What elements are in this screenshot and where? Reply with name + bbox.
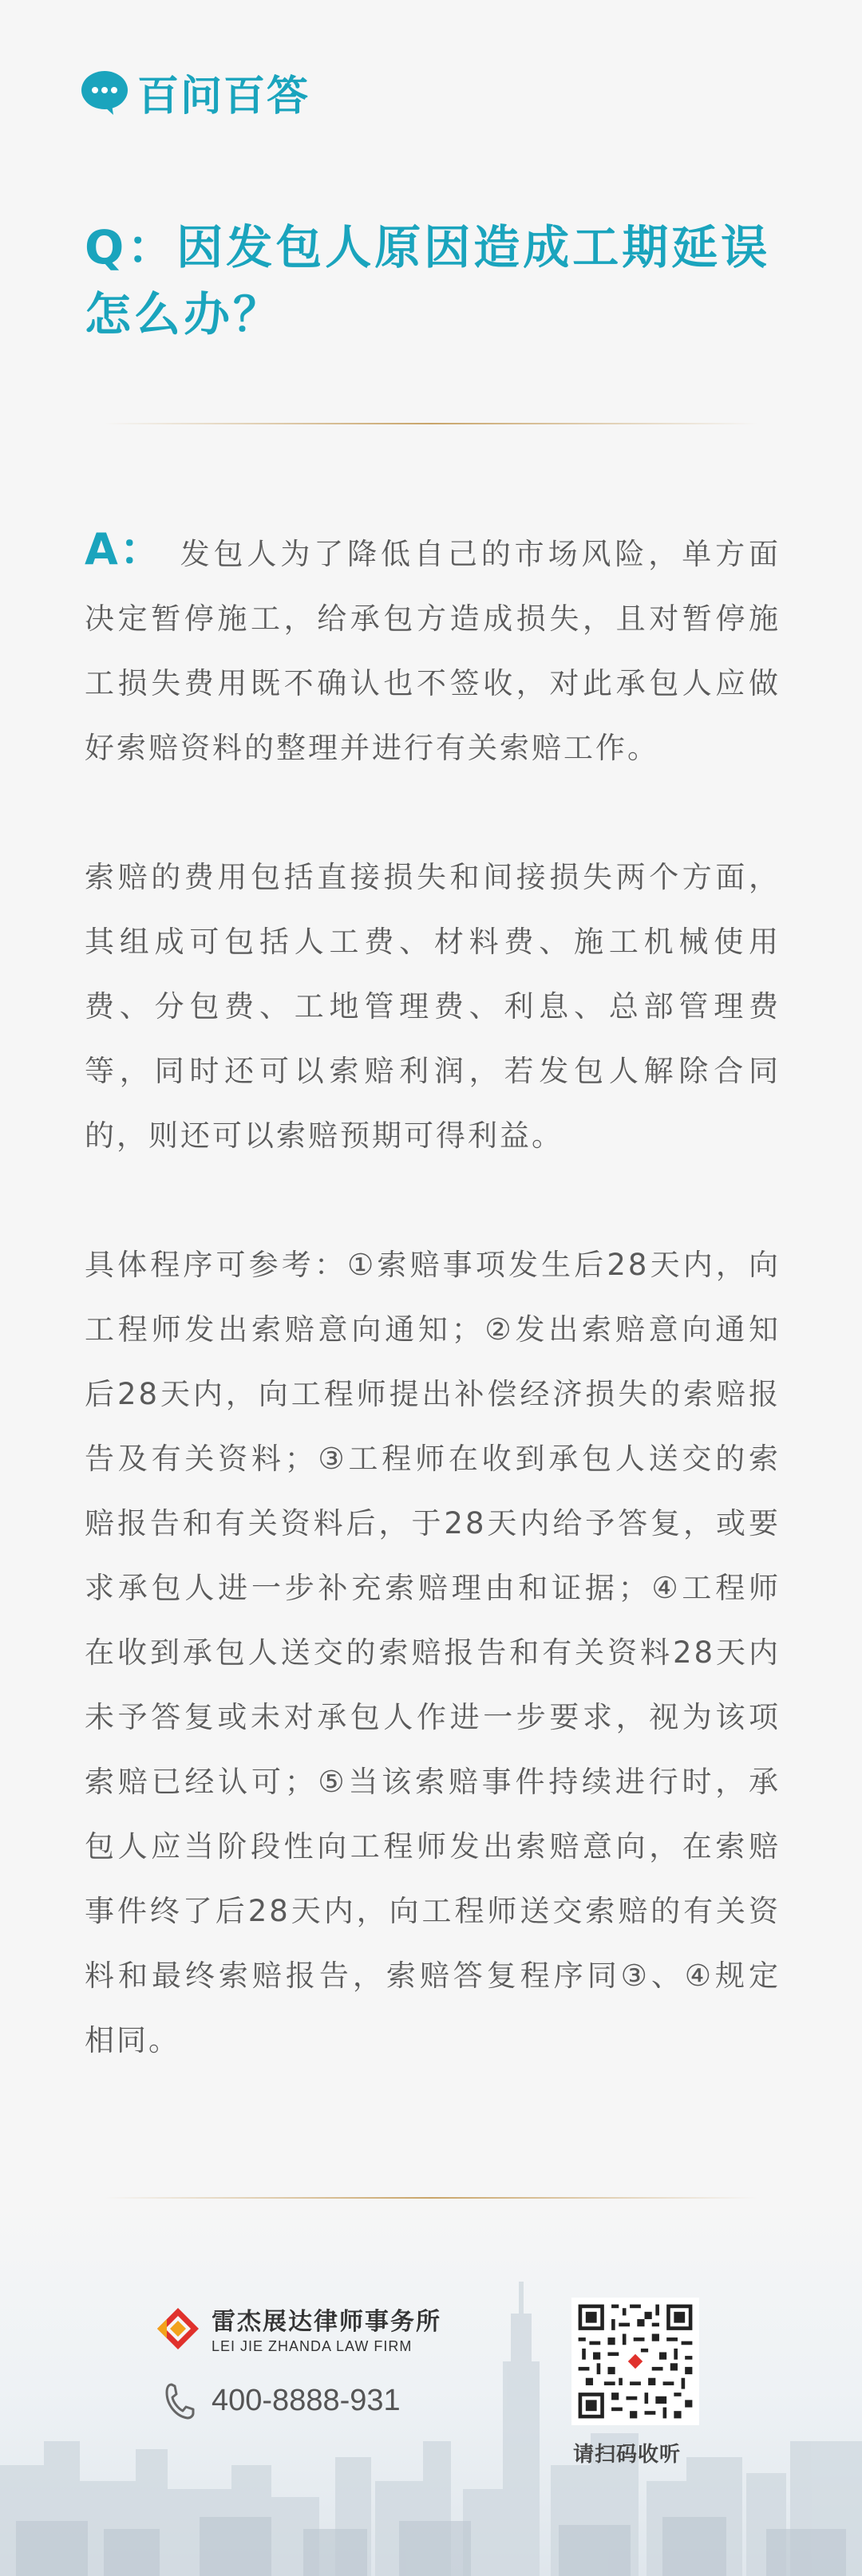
question-title: Q：因发包人原因造成工期延误怎么办？ <box>85 220 771 341</box>
answer-paragraph-2: 索赔的费用包括直接损失和间接损失两个方面，其组成可包括人工费、材料费、施工机械使用费、分包费、工地管理费、利息、总部管理费等，同时还可以索赔利润，若发包人解除合同的，则还可以索赔预期可得利益。 <box>85 860 781 1153</box>
speech-bubble-icon <box>80 69 129 116</box>
firm-brand <box>156 2302 441 2355</box>
firm-name-cn: 雷杰展达律师事务所 <box>212 2308 441 2336</box>
firm-name-en: LEI JIE ZHANDA LAW FIRM <box>212 2338 413 2354</box>
answer-body <box>85 517 781 2073</box>
qr-caption: 请扫码收听 <box>573 2443 682 2467</box>
phone-icon <box>164 2381 196 2420</box>
city-skyline-background <box>0 2202 862 2576</box>
qr-code[interactable] <box>571 2298 699 2425</box>
phone-number[interactable]: 400-8888-931 <box>212 2383 401 2417</box>
answer-paragraph-3: 具体程序可参考：①索赔事项发生后28天内，向工程师发出索赔意向通知；②发出索赔意向通知后28天内，向工程师提出补偿经济损失的索赔报告及有关资料；③工程师在收到承包人送交的索赔报告和有关资料后，于28天内给予答复，或要求承包人进一步补充索赔理由和证据；④工程师在收到承包人送交的索赔报告和有关资料28天内未予答复或未对承包人作进一步要求，视为该项索赔已经认可；⑤当该索赔事件持续进行时，承包人应当阶段性向工程师发出索赔意向，在索赔事件终了后28天内，向工程师送交索赔的有关资料和最终索赔报告，索赔答复程序同③、④规定相同。 <box>85 1248 781 2057</box>
answer-paragraph-1-text: 发包人为了降低自己的市场风险，单方面决定暂停施工，给承包方造成损失，且对暂停施工损失费用既不确认也不签收，对此承包人应做好索赔资料的整理并进行有关索赔工作。 <box>85 537 781 765</box>
phone-contact[interactable] <box>164 2381 401 2420</box>
brand-header <box>80 62 310 122</box>
answer-label: A： <box>85 524 164 574</box>
answer-paragraph-1 <box>85 517 781 780</box>
brand-title: 百问百答 <box>137 73 310 120</box>
firm-logo-icon <box>156 2306 200 2351</box>
footer <box>0 2202 862 2576</box>
top-divider <box>104 423 758 424</box>
bottom-divider <box>104 2197 758 2199</box>
